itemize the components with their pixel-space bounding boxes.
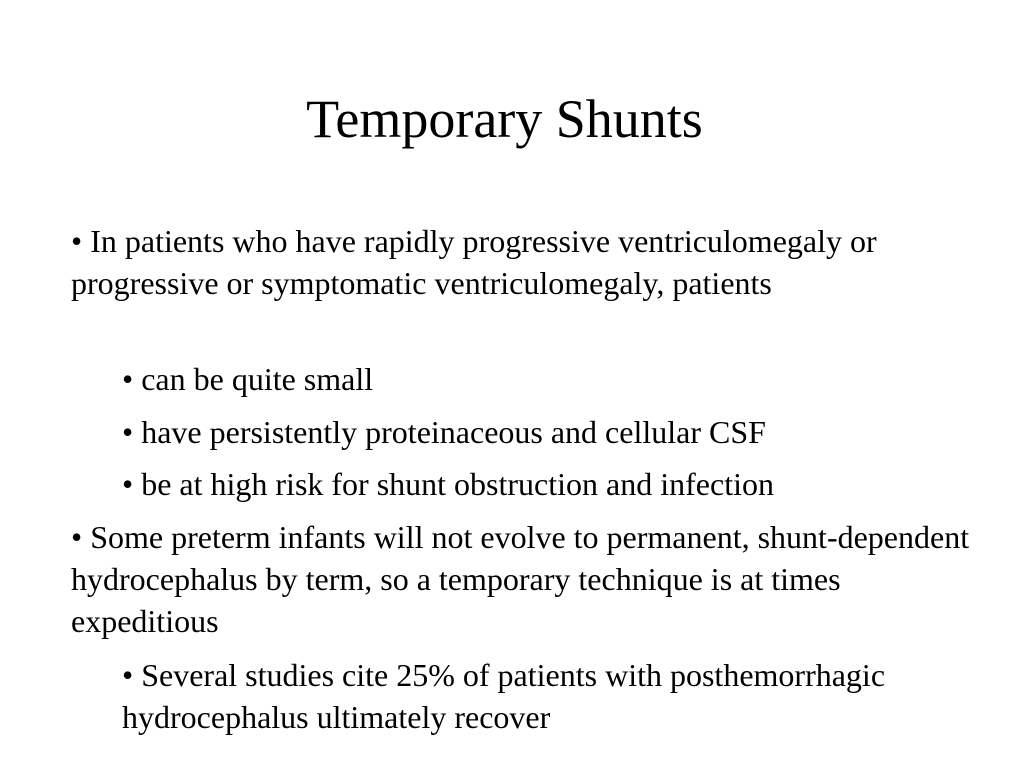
- sub-bullet-studies: • Several studies cite 25% of patients with posthemorrhagic hydrocephalus ultimately recover: [122, 657, 886, 735]
- slide-title: Temporary Shunts: [306, 89, 703, 149]
- sub-bullet-small: • can be quite small: [122, 361, 374, 397]
- sub-bullet-risk: • be at high risk for shunt obstruction and infection: [122, 466, 774, 502]
- bullet-preterm-infants: • Some preterm infants will not evolve to permanent, shunt-dependent hydrocephalus by term, so a temporary technique is at times expeditious: [71, 519, 970, 639]
- bullet-rapid-ventriculomegaly: • In patients who have rapidly progressive ventriculomegaly or progressive or symptomatic ventriculomegaly, patients: [71, 223, 877, 301]
- sub-bullet-csf: • have persistently proteinaceous and cellular CSF: [122, 414, 766, 450]
